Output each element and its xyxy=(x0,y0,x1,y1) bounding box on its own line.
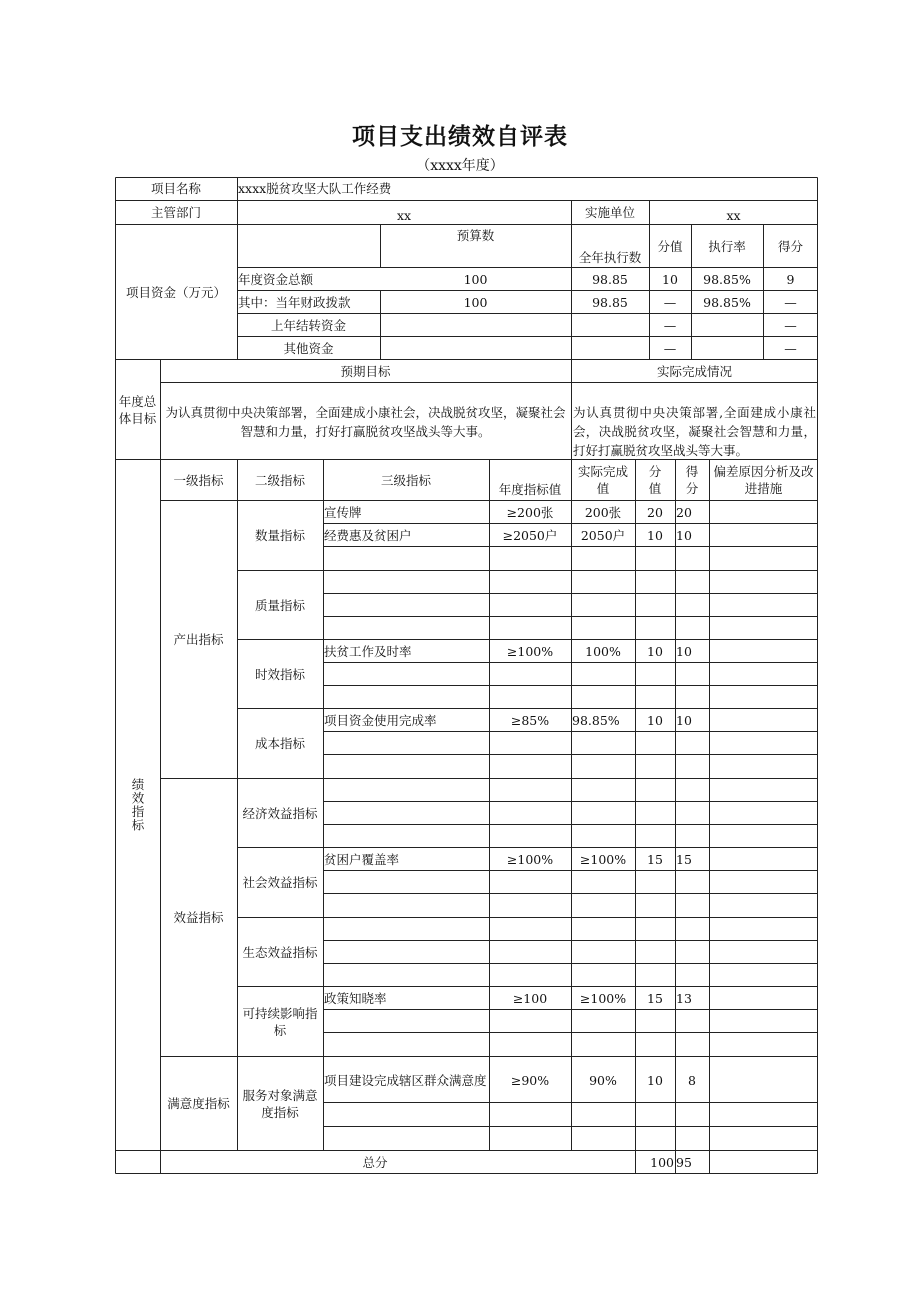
level1-output: 产出指标 xyxy=(173,632,224,647)
indicator-row-score: 13 xyxy=(676,991,692,1006)
actual-value-header: 实际完成值 xyxy=(577,464,628,496)
indicator-row-weight: 20 xyxy=(647,505,663,520)
funds-row-other-name: 其他资金 xyxy=(283,340,334,356)
funds-row-total-rate: 98.85% xyxy=(703,271,751,287)
indicator-row-name: 贫困户覆盖率 xyxy=(324,852,400,867)
performance-indicators-label: 绩效指标 xyxy=(130,778,145,832)
weight-header: 分值 xyxy=(657,238,683,254)
indicator-row-actual: 2050户 xyxy=(580,528,626,543)
indicator-row-actual: 100% xyxy=(585,644,621,659)
total-label: 总分 xyxy=(362,1155,388,1170)
level3-header: 三级指标 xyxy=(380,472,431,488)
indicator-row-weight: 10 xyxy=(647,1072,663,1088)
indicator-row-actual: 200张 xyxy=(584,505,622,520)
indicator-row-target: ≥85% xyxy=(510,713,550,728)
exec-rate-header: 执行率 xyxy=(708,238,746,254)
indicator-row-score: 8 xyxy=(688,1072,696,1088)
self-evaluation-table xyxy=(115,177,818,1174)
indicator-row-target: ≥100 xyxy=(512,991,548,1006)
indicator-row-score: 10 xyxy=(676,713,692,728)
funds-row-carryover-score: — xyxy=(784,317,797,333)
score-header: 得分 xyxy=(777,238,803,254)
level2-header: 二级指标 xyxy=(254,472,305,488)
budget-header: 预算数 xyxy=(456,228,495,243)
annual-value-header: 年度指标值 xyxy=(498,482,562,497)
indicator-row-actual: ≥100% xyxy=(579,991,627,1006)
level2-service: 服务对象满意度指标 xyxy=(242,1087,318,1120)
level2-sustainable: 可持续影响指标 xyxy=(242,1005,318,1038)
funds-row-other-weight: — xyxy=(663,340,677,356)
funds-row-total-executed: 98.85 xyxy=(592,271,628,287)
unit-value: xx xyxy=(726,208,741,223)
indicator-row-score: 10 xyxy=(676,644,692,659)
indicator-row-weight: 15 xyxy=(647,852,663,867)
indicator-row-actual: 98.85% xyxy=(572,713,620,728)
funds-row-fiscal-weight: — xyxy=(663,294,677,310)
funds-row-fiscal-budget: 100 xyxy=(463,294,488,310)
funds-row-carryover-name: 上年结转资金 xyxy=(270,317,346,333)
form-title: 项目支出绩效自评表 xyxy=(352,124,568,150)
indicator-row-name: 宣传牌 xyxy=(324,505,362,520)
indicator-row-score: 15 xyxy=(676,852,692,867)
project-name-label: 项目名称 xyxy=(150,181,201,196)
indicator-row-name: 经费惠及贫困户 xyxy=(324,528,412,543)
funds-row-fiscal-score: — xyxy=(784,294,797,310)
level2-timeliness: 时效指标 xyxy=(254,667,305,682)
unit-label: 实施单位 xyxy=(584,205,635,220)
indicator-weight-header: 分值 xyxy=(648,464,662,496)
dept-value: xx xyxy=(396,208,412,223)
indicator-row-name: 扶贫工作及时率 xyxy=(324,644,412,659)
funds-row-fiscal-name: 其中：当年财政拨款 xyxy=(238,294,351,310)
funds-row-carryover-weight: — xyxy=(663,317,677,333)
level2-quality: 质量指标 xyxy=(254,598,305,613)
indicator-row-weight: 15 xyxy=(647,991,663,1006)
level1-benefit: 效益指标 xyxy=(173,910,224,925)
indicator-row-target: ≥100% xyxy=(506,644,554,659)
indicator-row-actual: ≥100% xyxy=(579,852,627,867)
executed-header: 全年执行数 xyxy=(578,250,642,265)
expected-goal-header: 预期目标 xyxy=(340,363,391,379)
indicator-row-target: ≥200张 xyxy=(506,505,554,520)
indicator-row-weight: 10 xyxy=(647,644,663,659)
level2-ecological: 生态效益指标 xyxy=(242,945,318,960)
total-weight: 100 xyxy=(650,1155,674,1170)
annual-goal-label: 年度总体目标 xyxy=(118,393,157,426)
funds-row-fiscal-executed: 98.85 xyxy=(592,294,628,310)
indicator-row-actual: 90% xyxy=(589,1072,617,1088)
funds-row-fiscal-rate: 98.85% xyxy=(703,294,751,310)
indicator-row-weight: 10 xyxy=(647,713,663,728)
funds-row-total-budget: 100 xyxy=(463,271,488,287)
level1-satisfaction: 满意度指标 xyxy=(167,1096,230,1111)
funds-row-other-score: — xyxy=(784,340,797,356)
indicator-row-name: 政策知晓率 xyxy=(324,991,387,1006)
indicator-row-weight: 10 xyxy=(647,528,663,543)
total-score: 95 xyxy=(676,1155,692,1170)
actual-completion-header: 实际完成情况 xyxy=(656,363,732,379)
indicator-row-name: 项目建设完成辖区群众满意度 xyxy=(324,1072,487,1088)
funds-label: 项目资金（万元） xyxy=(125,284,226,300)
indicator-row-name: 项目资金使用完成率 xyxy=(324,713,437,728)
level2-quantity: 数量指标 xyxy=(254,528,305,543)
funds-row-total-score: 9 xyxy=(786,271,795,287)
actual-completion-text: 为认真贯彻中央决策部署,全面建成小康社会，决战脱贫攻坚，凝聚社会智慧和力量，打好打赢脱贫攻坚战头等大事。 xyxy=(573,405,816,458)
funds-row-total-name: 年度资金总额 xyxy=(238,271,314,287)
indicator-row-score: 10 xyxy=(676,528,692,543)
indicator-row-target: ≥2050户 xyxy=(502,528,558,543)
level2-cost: 成本指标 xyxy=(254,736,305,751)
indicator-score-header: 得分 xyxy=(685,464,699,496)
project-name-value: xxxx脱贫攻坚大队工作经费 xyxy=(238,181,392,196)
analysis-header: 偏差原因分析及改进措施 xyxy=(713,464,814,496)
level2-economic: 经济效益指标 xyxy=(242,806,318,821)
indicator-row-target: ≥90% xyxy=(510,1072,550,1088)
indicator-row-target: ≥100% xyxy=(506,852,554,867)
funds-row-total-weight: 10 xyxy=(662,271,678,287)
indicator-row-score: 20 xyxy=(676,505,692,520)
level1-header: 一级指标 xyxy=(173,472,224,488)
level2-social: 社会效益指标 xyxy=(242,875,318,890)
expected-goal-text: 为认真贯彻中央决策部署，全面建成小康社会，决战脱贫攻坚，凝聚社会智慧和力量，打好打赢脱贫攻坚战头等大事。 xyxy=(165,405,566,439)
form-subtitle: （xxxx年度） xyxy=(416,158,504,174)
dept-label: 主管部门 xyxy=(150,205,201,220)
